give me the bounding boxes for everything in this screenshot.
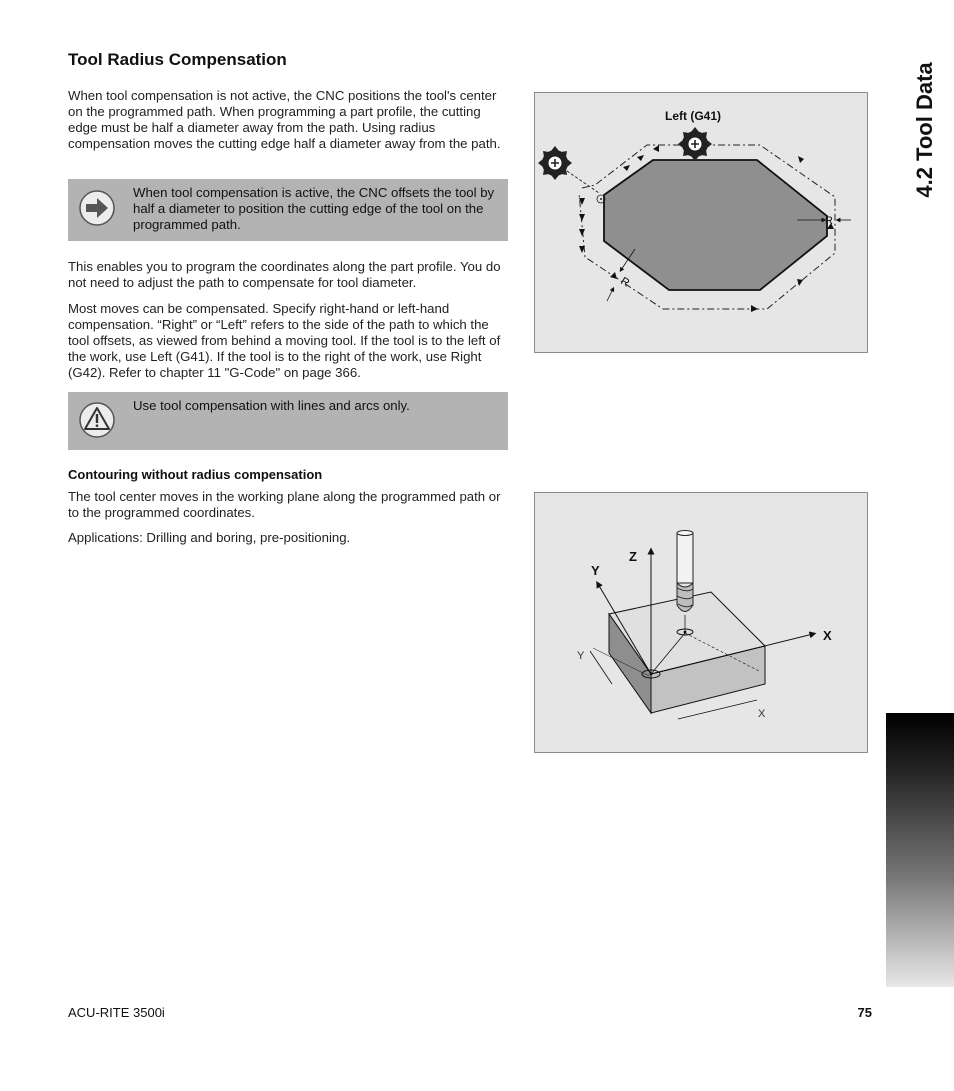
fig1-label-left: Left (G41) <box>665 109 722 123</box>
fig2-dim-y: Y <box>577 650 585 662</box>
subsection-paragraph-2: Applications: Drilling and boring, pre-positioning. <box>68 530 351 545</box>
fig2-axis-x: X <box>823 628 832 643</box>
part-profile <box>604 160 827 290</box>
tool-left-icon <box>538 146 572 180</box>
info-note-text: When tool compensation is active, the CNC offsets the tool by half a diameter to position the cutting edge of the tool on the programmed path. <box>133 185 495 232</box>
section-heading: Tool Radius Compensation <box>68 50 287 69</box>
fig2-axis-z: Z <box>629 549 637 564</box>
fig1-label-r-diag: R <box>618 275 632 290</box>
chapter-tab-block <box>886 713 954 987</box>
fig2-dim-x: X <box>758 708 766 720</box>
footer-product: ACU-RITE 3500i <box>68 1005 165 1020</box>
figure-radius-compensation <box>534 92 868 353</box>
paragraph-2: This enables you to program the coordinates along the part profile. You do not need to adjust the path to compensate for tool diameter. <box>68 259 501 290</box>
fig1-label-r-right: R <box>825 215 833 227</box>
paragraph-3: Most moves can be compensated. Specify right-hand or left-hand compensation. “Right” or “Left” refers to the side of the path to which the tool offsets, as viewed from behind a moving tool. If the tool is to the left of the work, use Left (G41). If the tool is to the right of the work, use Right (G42). Refer to chapter 11 "G-Code" on page 366. <box>68 301 501 380</box>
footer-page-number: 75 <box>857 1005 872 1020</box>
figure-contouring <box>534 492 868 753</box>
intro-paragraph: When tool compensation is not active, the CNC positions the tool's center on the programmed path. When programming a part profile, the cutting edge must be half a diameter away from the path. Using radius compensation moves the cutting edge half a diameter away from the path. <box>68 88 501 151</box>
subsection-paragraph-1: The tool center moves in the working plane along the programmed path or to the programmed coordinates. <box>68 489 501 520</box>
warning-note <box>68 392 508 450</box>
info-note <box>68 179 508 241</box>
warning-icon <box>78 401 116 444</box>
tool-top-icon <box>678 127 712 161</box>
subsection-heading: Contouring without radius compensation <box>68 467 323 482</box>
chapter-tab-label: 4.2 Tool Data <box>912 62 937 198</box>
fig2-axis-y: Y <box>591 563 600 578</box>
warning-note-text: Use tool compensation with lines and arcs only. <box>133 398 410 413</box>
arrow-right-icon <box>78 189 116 232</box>
